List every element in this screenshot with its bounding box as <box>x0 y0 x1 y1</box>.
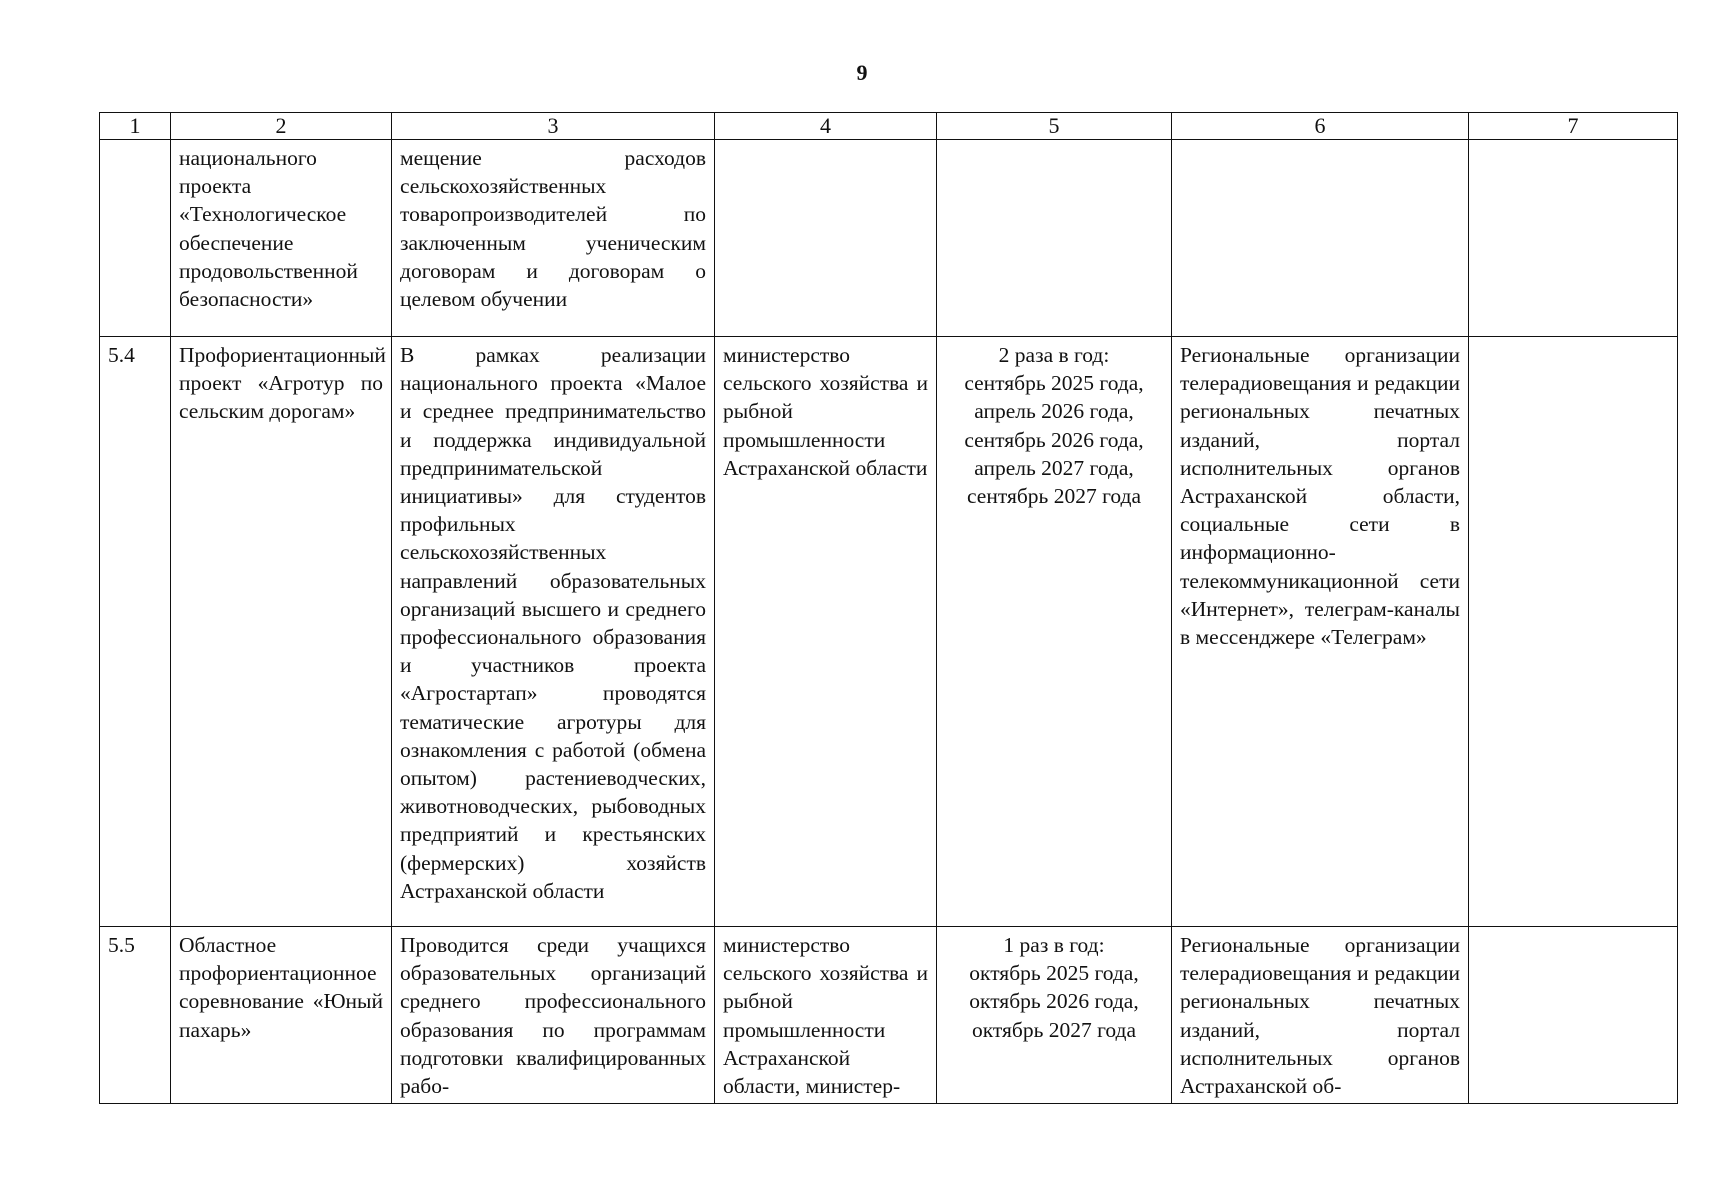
column-header: 7 <box>1469 113 1678 140</box>
column-header: 1 <box>100 113 171 140</box>
page-number: 9 <box>856 60 868 85</box>
measure-description-cell: мещение расходов сельскохозяйственных товаропроизводителей по заключенным ученическим договорам и договорам о целевом обучении <box>392 140 715 337</box>
period-line: сентябрь 2026 года, <box>964 427 1144 452</box>
media-cell <box>1172 140 1469 337</box>
responsible-cell: министерство сельского хозяйства и рыбной промышленности Астраханской области, министер- <box>715 927 937 1104</box>
measures-table <box>99 112 1678 1104</box>
period-line: сентябрь 2027 года <box>967 484 1141 509</box>
period-line: 2 раза в год: <box>998 343 1110 367</box>
notes-cell <box>1469 140 1678 337</box>
table-header-row <box>100 113 1678 140</box>
measure-name-cell: национального проекта «Технологическое обеспечение продовольственной безопасности» <box>171 140 392 337</box>
table-row <box>100 140 1678 337</box>
row-number-cell: 5.4 <box>100 337 171 927</box>
measure-description-cell: Проводится среди учащихся образовательных организаций среднего профессионального образования по программам подготовки квалифицированных рабо- <box>392 927 715 1104</box>
column-header: 2 <box>171 113 392 140</box>
period-cell <box>937 140 1172 337</box>
column-header: 3 <box>392 113 715 140</box>
measure-description-cell: В рамках реализации национального проекта «Малое и среднее предпринимательство и поддержка индивидуальной предпринимательской инициативы» для студентов профильных сельскохозяйственных направлений образовательных организаций высшего и среднего профессионального образования и участников проекта «Агростартап» проводятся тематические агротуры для ознакомления с работой (обмена опытом) растениеводческих, животноводческих, рыбоводных предприятий и крестьянских (фермерских) хозяйств Астраханской области <box>392 337 715 927</box>
media-cell: Региональные организации телерадиовещания и редакции региональных печатных изданий, портал исполнительных органов Астраханской об- <box>1172 927 1469 1104</box>
period-line: апрель 2026 года, <box>974 399 1134 424</box>
column-header: 5 <box>937 113 1172 140</box>
notes-cell <box>1469 337 1678 927</box>
column-header: 4 <box>715 113 937 140</box>
responsible-cell <box>715 140 937 337</box>
period-line: октябрь 2025 года, <box>969 961 1139 986</box>
column-header: 6 <box>1172 113 1469 140</box>
period-line: сентябрь 2025 года, <box>964 371 1144 396</box>
period-line: апрель 2027 года, <box>974 455 1134 480</box>
period-line: октябрь 2026 года, <box>969 989 1139 1014</box>
table-row <box>100 337 1678 927</box>
row-number-cell: 5.5 <box>100 927 171 1104</box>
period-line: 1 раз в год: <box>1003 933 1105 957</box>
period-cell <box>937 927 1172 1104</box>
period-cell <box>937 337 1172 927</box>
responsible-cell: министерство сельского хозяйства и рыбной промышленности Астраханской области <box>715 337 937 927</box>
row-number-cell <box>100 140 171 337</box>
media-cell: Региональные организации телерадиовещания и редакции региональных печатных изданий, портал исполнительных органов Астраханской области, социальные сети в информационно-телекоммуникационной сети «Интернет», телеграм-каналы в мессенджере «Телеграм» <box>1172 337 1469 927</box>
measure-name-cell: Областное профориентационное соревнование «Юный пахарь» <box>171 927 392 1104</box>
period-line: октябрь 2027 года <box>971 1017 1137 1042</box>
measure-name-cell: Профориентационный проект «Агротур по сельским дорогам» <box>171 337 392 927</box>
table-row <box>100 927 1678 1104</box>
notes-cell <box>1469 927 1678 1104</box>
